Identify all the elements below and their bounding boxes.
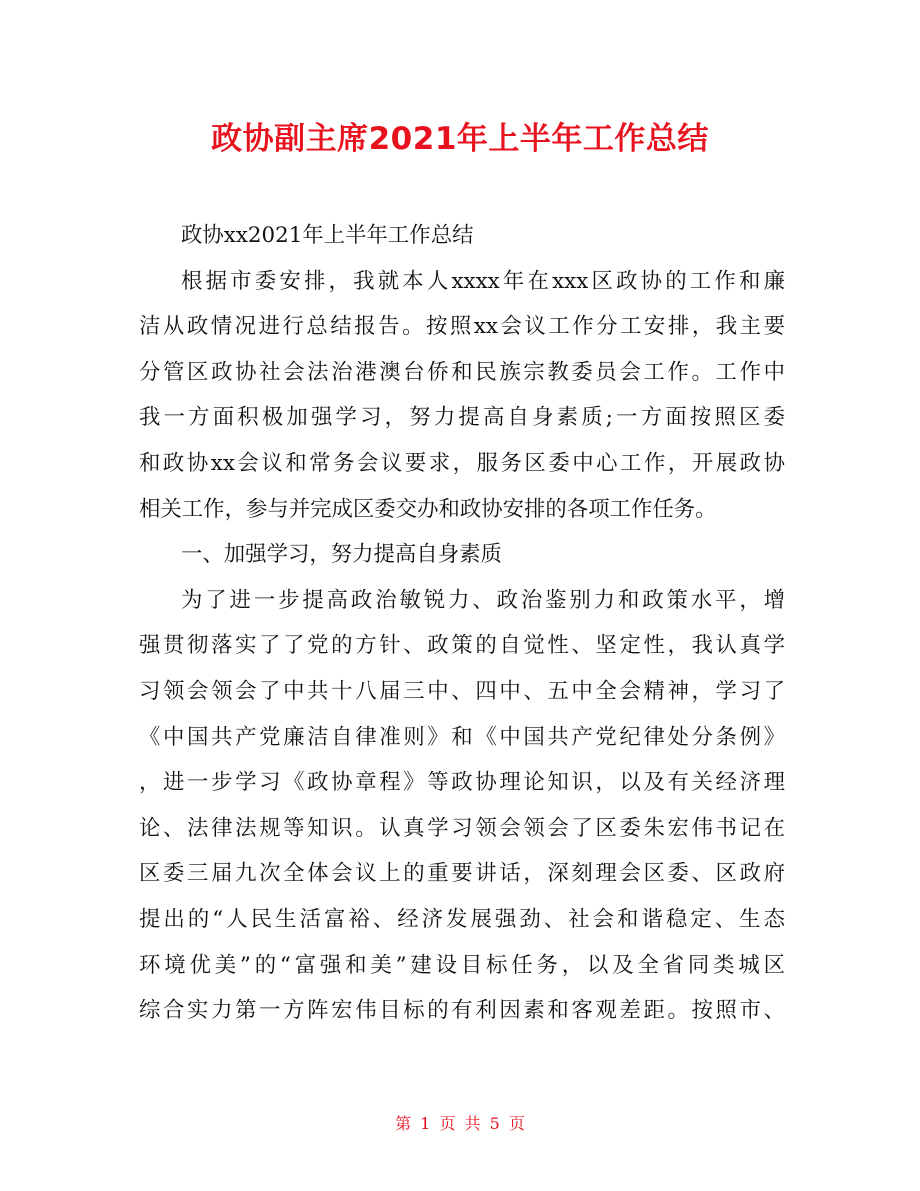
paragraph-line: 洁从政情况进行总结报告。按照xx会议工作分工安排，我主要: [139, 314, 785, 340]
paragraph-line: 习领会领会了中共十八届三中、四中、五中全会精神，学习了: [139, 678, 785, 704]
page-footer: 第 1 页 共 5 页: [395, 1114, 525, 1133]
paragraph-line: 根据市委安排，我就本人xxxx年在xxx区政协的工作和廉: [181, 268, 785, 294]
paragraph-line: 《中国共产党廉洁自律准则》和《中国共产党纪律处分条例》: [139, 724, 785, 750]
paragraph-line: 和政协xx会议和常务会议要求，服务区委中心工作，开展政协: [139, 450, 785, 476]
subtitle-line: 政协xx2021年上半年工作总结: [181, 223, 474, 248]
paragraph-line: 环境优美”的“富强和美”建设目标任务，以及全省同类城区: [139, 952, 785, 978]
document-body: [139, 213, 785, 1034]
paragraph-line: 提出的“人民生活富裕、经济发展强劲、社会和谐稳定、生态: [139, 906, 785, 932]
paragraph-line: ，进一步学习《政协章程》等政协理论知识，以及有关经济理: [139, 770, 785, 796]
paragraph-line: 综合实力第一方阵宏伟目标的有利因素和客观差距。按照市、: [139, 998, 785, 1024]
paragraph-line: 强贯彻落实了了党的方针、政策的自觉性、坚定性，我认真学: [139, 633, 785, 659]
document-title: 政协副主席2021年上半年工作总结: [211, 121, 709, 157]
paragraph-line: 分管区政协社会法治港澳台侨和民族宗教委员会工作。工作中: [139, 359, 785, 385]
paragraph-line: 区委三届九次全体会议上的重要讲话，深刻理会区委、区政府: [139, 861, 785, 887]
paragraph-line: 我一方面积极加强学习，努力提高自身素质;一方面按照区委: [139, 405, 785, 431]
section-heading: 一、加强学习，努力提高自身素质: [181, 542, 502, 568]
paragraph-line: 论、法律法规等知识。认真学习领会领会了区委朱宏伟书记在: [139, 815, 785, 841]
paragraph-line: 为了进一步提高政治敏锐力、政治鉴别力和政策水平，增: [181, 587, 785, 613]
paragraph-line: 相关工作，参与并完成区委交办和政协安排的各项工作任务。: [139, 496, 717, 522]
